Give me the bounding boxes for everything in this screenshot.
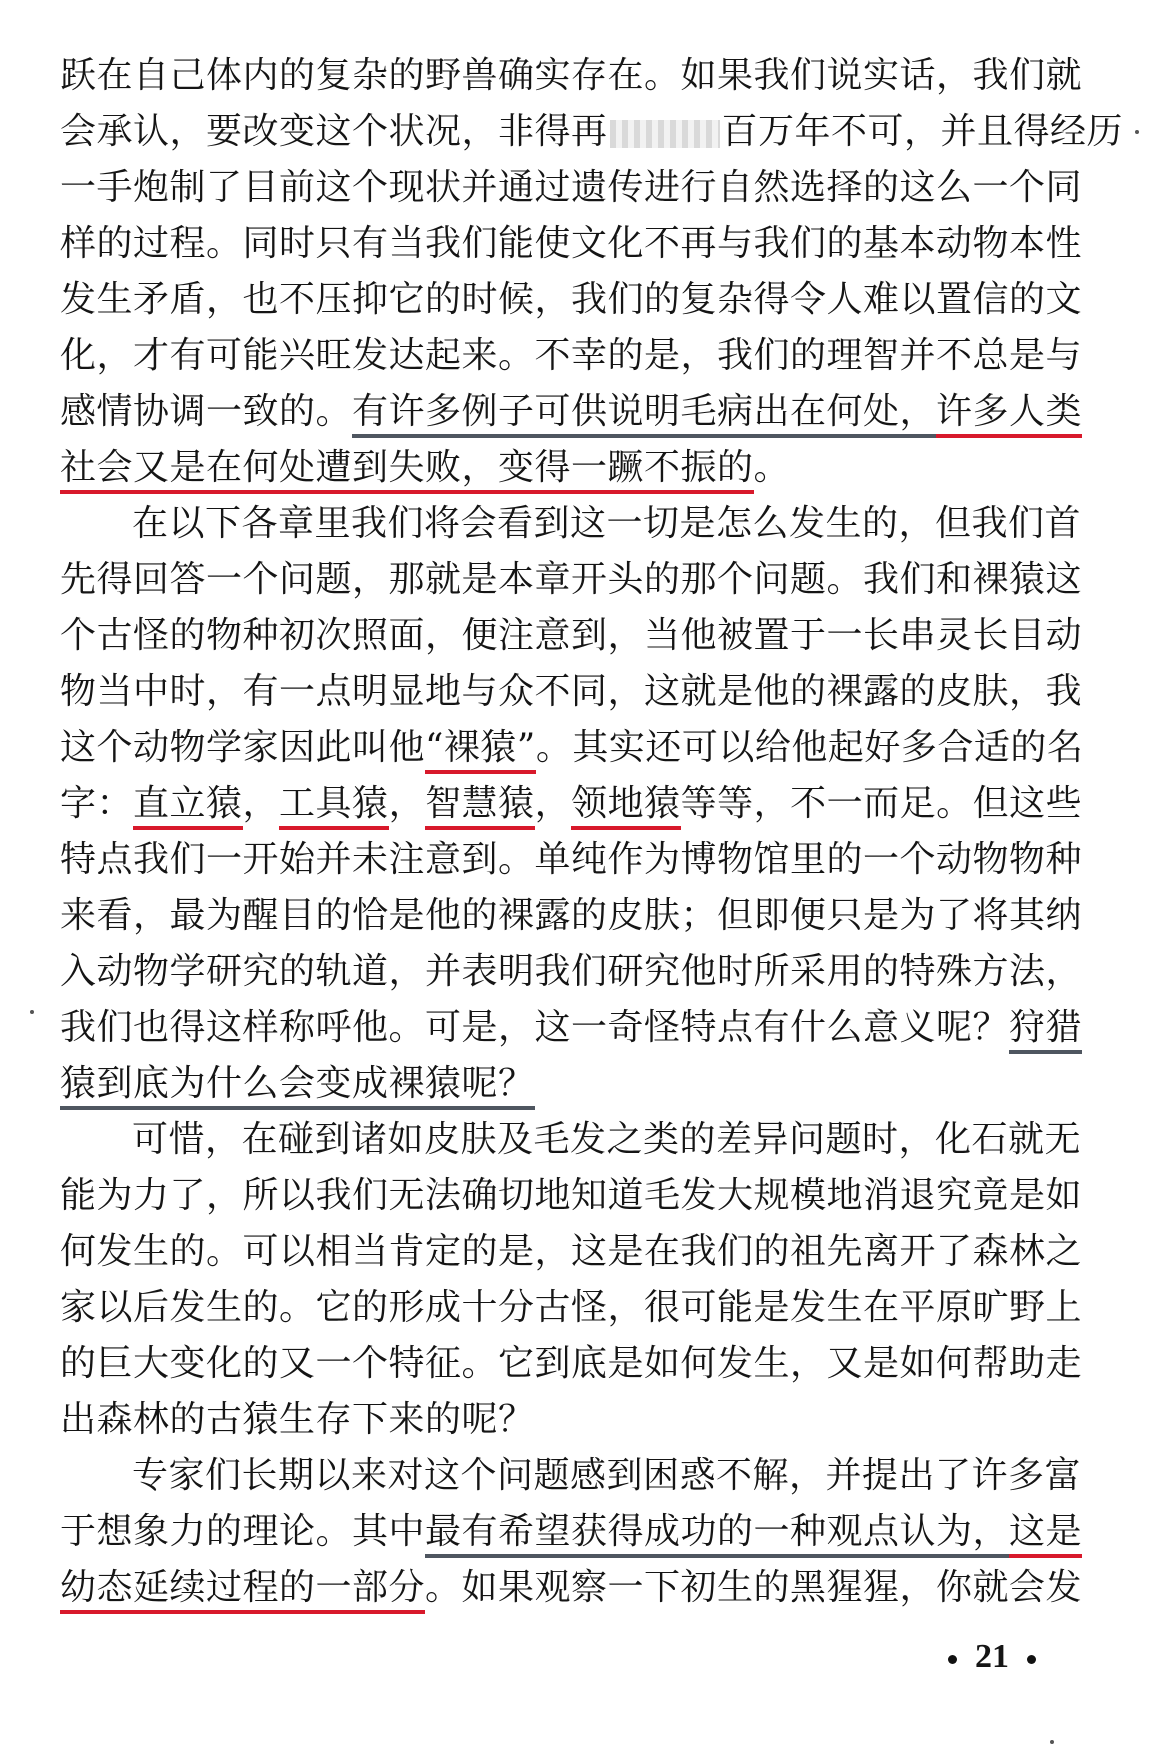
text-run: 这个动物学家因此叫他 <box>60 727 426 768</box>
text-line: 入动物学研究的轨道，并表明我们研究他时所采用的特殊方法， <box>60 951 1083 992</box>
text-line: 先得回答一个问题，那就是本章开头的那个问题。我们和裸猿这 <box>60 559 1083 600</box>
red-underline-highlight: 工具猿 <box>279 783 389 830</box>
text-line: 出森林的古猿生存下来的呢？ <box>60 1399 535 1440</box>
red-underline-highlight: 幼态延续过程的一部分 <box>60 1567 425 1614</box>
text-line: 一手炮制了目前这个现状并通过遗传进行自然选择的这么一个同 <box>60 167 1083 208</box>
text-line: 专家们长期以来对这个问题感到困惑不解，并提出了许多富 <box>132 1455 1082 1496</box>
text-line <box>60 104 1124 160</box>
text-run: ， <box>242 783 280 824</box>
text-line: 跃在自己体内的复杂的野兽确实存在。如果我们说实话，我们就 <box>60 55 1083 96</box>
text-line: 物当中时，有一点明显地与众不同，这就是他的裸露的皮肤，我 <box>60 671 1083 712</box>
text-run: ， <box>534 783 572 824</box>
text-run: ， <box>388 783 426 824</box>
text-run: 会承认，要改变这个状况，非得再 <box>60 111 608 152</box>
text-line: 在以下各章里我们将会看到这一切是怎么发生的，但我们首 <box>132 503 1082 544</box>
text-line: 可惜，在碰到诸如皮肤及毛发之类的差异问题时，化石就无 <box>132 1119 1082 1160</box>
red-underline-highlight: 智慧猿 <box>425 783 535 830</box>
red-underline-highlight: 这是 <box>1009 1511 1082 1558</box>
text-line: 能为力了，所以我们无法确切地知道毛发大规模地消退究竟是如 <box>60 1175 1083 1216</box>
text-line: 化，才有可能兴旺发达起来。不幸的是，我们的理智并不总是与 <box>60 335 1083 376</box>
bullet-dot-icon <box>1027 1655 1036 1664</box>
text-run: 百万年不可，并且得经历 <box>721 111 1124 152</box>
gray-underline-highlight: 猿到底为什么会变成裸猿呢？ <box>60 1063 535 1110</box>
text-line <box>60 776 1110 832</box>
text-line: 家以后发生的。它的形成十分古怪，很可能是发生在平原旷野上 <box>60 1287 1083 1328</box>
text-run: 。其实还可以给他起好多合适的名 <box>535 727 1084 768</box>
page-number-text: 21 <box>975 1638 1009 1675</box>
text-line: 何发生的。可以相当肯定的是，这是在我们的祖先离开了森林之 <box>60 1231 1083 1272</box>
gray-underline-highlight: 最有希望获得成功的一种观点认为， <box>425 1511 1009 1558</box>
text-line: 来看，最为醒目的恰是他的裸露的皮肤；但即便只是为了将其纳 <box>60 895 1083 936</box>
gray-underline-highlight: 狩猎 <box>1009 1007 1082 1054</box>
text-run: 。如果观察一下初生的黑猩猩，你就会发 <box>425 1567 1083 1608</box>
text-run: 我们也得这样称呼他。可是，这一奇怪特点有什么意义呢？ <box>60 1007 1010 1048</box>
redaction-blur <box>610 120 720 148</box>
text-line <box>60 1560 1110 1616</box>
red-underline-highlight: 许多人类 <box>936 391 1082 438</box>
text-line <box>60 440 1110 496</box>
red-underline-highlight: 社会又是在何处遭到失败，变得一蹶不振的 <box>60 447 754 494</box>
text-line <box>60 720 1110 776</box>
red-underline-highlight: “裸猿” <box>425 727 536 774</box>
text-line <box>60 384 1110 440</box>
red-underline-highlight: 直立猿 <box>133 783 243 830</box>
text-line <box>60 1000 1110 1056</box>
text-line: 个古怪的物种初次照面，便注意到，当他被置于一长串灵长目动 <box>60 615 1083 656</box>
page-number <box>930 1638 1054 1676</box>
text-line: 发生矛盾，也不压抑它的时候，我们的复杂得令人难以置信的文 <box>60 279 1083 320</box>
text-line <box>60 1056 1110 1112</box>
text-line <box>60 1504 1110 1560</box>
scan-speck <box>30 1010 34 1014</box>
text-line: 特点我们一开始并未注意到。单纯作为博物馆里的一个动物物种 <box>60 839 1083 880</box>
red-underline-highlight: 领地猿 <box>571 783 681 830</box>
text-run: 感情协调一致的。 <box>60 391 353 432</box>
scan-speck <box>1135 130 1139 134</box>
text-run: 等等，不一而足。但这些 <box>680 783 1083 824</box>
bullet-dot-icon <box>948 1655 957 1664</box>
text-line: 样的过程。同时只有当我们能使文化不再与我们的基本动物本性 <box>60 223 1083 264</box>
text-run: 字： <box>60 783 134 824</box>
scan-speck <box>1050 1740 1054 1744</box>
text-run: 于想象力的理论。其中 <box>60 1511 426 1552</box>
gray-underline-highlight: 有许多例子可供说明毛病出在何处， <box>352 391 936 438</box>
text-line: 的巨大变化的又一个特征。它到底是如何发生，又是如何帮助走 <box>60 1343 1083 1384</box>
body-text <box>60 48 1124 1616</box>
text-run: 。 <box>753 447 791 488</box>
